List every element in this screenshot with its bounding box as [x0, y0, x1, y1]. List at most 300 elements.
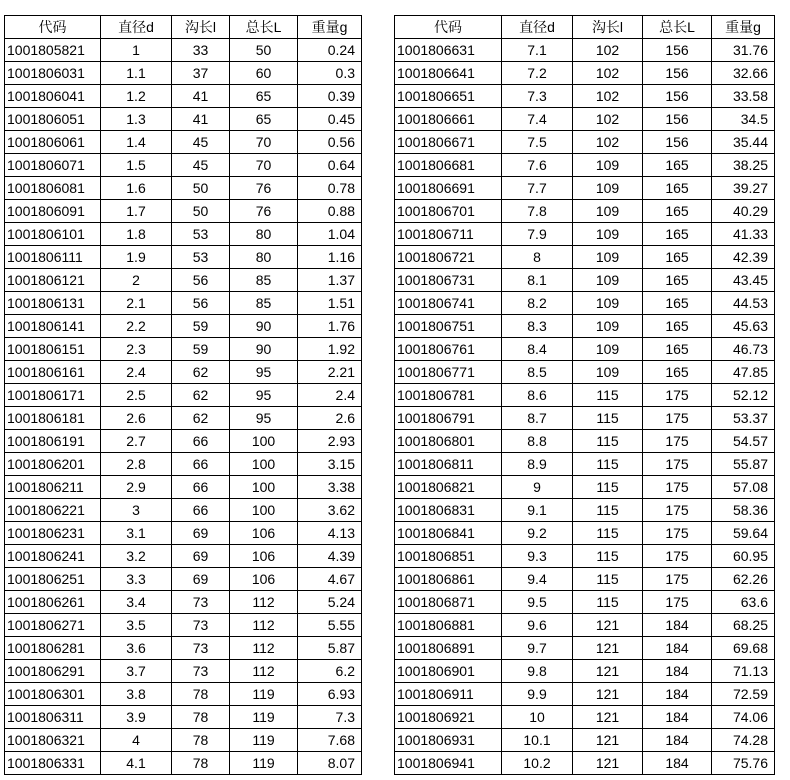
flute-length-cell: 115 — [573, 522, 643, 545]
total-length-cell: 175 — [643, 453, 712, 476]
code-cell: 1001806031 — [5, 62, 101, 85]
diameter-cell: 9.4 — [502, 568, 573, 591]
table-row — [5, 315, 362, 338]
code-cell: 1001806901 — [395, 660, 502, 683]
table-row — [395, 384, 775, 407]
table-row — [5, 154, 362, 177]
flute-length-cell: 66 — [172, 453, 230, 476]
diameter-cell: 8.4 — [502, 338, 573, 361]
diameter-cell: 3.5 — [101, 614, 172, 637]
table-row — [395, 269, 775, 292]
flute-length-cell: 53 — [172, 223, 230, 246]
total-length-cell: 119 — [230, 683, 298, 706]
table-row — [5, 752, 362, 775]
code-cell: 1001806261 — [5, 591, 101, 614]
code-cell: 1001806931 — [395, 729, 502, 752]
flute-length-cell: 109 — [573, 154, 643, 177]
table-row — [395, 131, 775, 154]
weight-cell: 63.6 — [712, 591, 775, 614]
table-row — [395, 154, 775, 177]
weight-cell: 38.25 — [712, 154, 775, 177]
diameter-cell: 1.4 — [101, 131, 172, 154]
diameter-cell: 7.8 — [502, 200, 573, 223]
header-flute-length: 沟长l — [172, 16, 230, 39]
weight-cell: 2.21 — [298, 361, 362, 384]
flute-length-cell: 78 — [172, 706, 230, 729]
table-row — [5, 706, 362, 729]
table-row — [395, 200, 775, 223]
weight-cell: 5.24 — [298, 591, 362, 614]
flute-length-cell: 109 — [573, 246, 643, 269]
flute-length-cell: 62 — [172, 361, 230, 384]
code-cell: 1001806841 — [395, 522, 502, 545]
total-length-cell: 175 — [643, 522, 712, 545]
table-row — [395, 660, 775, 683]
diameter-cell: 8.5 — [502, 361, 573, 384]
flute-length-cell: 69 — [172, 522, 230, 545]
code-cell: 1001806631 — [395, 39, 502, 62]
table-row — [5, 499, 362, 522]
weight-cell: 6.93 — [298, 683, 362, 706]
total-length-cell: 165 — [643, 223, 712, 246]
weight-cell: 54.57 — [712, 430, 775, 453]
table-row — [395, 430, 775, 453]
total-length-cell: 100 — [230, 430, 298, 453]
total-length-cell: 70 — [230, 154, 298, 177]
weight-cell: 52.12 — [712, 384, 775, 407]
weight-cell: 0.88 — [298, 200, 362, 223]
table-row — [395, 476, 775, 499]
weight-cell: 6.2 — [298, 660, 362, 683]
code-cell: 1001806071 — [5, 154, 101, 177]
total-length-cell: 90 — [230, 315, 298, 338]
total-length-cell: 85 — [230, 269, 298, 292]
code-cell: 1001806941 — [395, 752, 502, 775]
flute-length-cell: 73 — [172, 660, 230, 683]
code-cell: 1001806041 — [5, 85, 101, 108]
code-cell: 1001806851 — [395, 545, 502, 568]
header-weight: 重量g — [712, 16, 775, 39]
code-cell: 1001806191 — [5, 430, 101, 453]
flute-length-cell: 115 — [573, 499, 643, 522]
code-cell: 1001806151 — [5, 338, 101, 361]
diameter-cell: 1.9 — [101, 246, 172, 269]
code-cell: 1001806091 — [5, 200, 101, 223]
code-cell: 1001806051 — [5, 108, 101, 131]
code-cell: 1001806241 — [5, 545, 101, 568]
table-row — [5, 568, 362, 591]
code-cell: 1001805821 — [5, 39, 101, 62]
flute-length-cell: 115 — [573, 453, 643, 476]
code-cell: 1001806911 — [395, 683, 502, 706]
code-cell: 1001806821 — [395, 476, 502, 499]
code-cell: 1001806761 — [395, 338, 502, 361]
diameter-cell: 1.7 — [101, 200, 172, 223]
total-length-cell: 156 — [643, 85, 712, 108]
diameter-cell: 4.1 — [101, 752, 172, 775]
weight-cell: 53.37 — [712, 407, 775, 430]
flute-length-cell: 115 — [573, 407, 643, 430]
diameter-cell: 4 — [101, 729, 172, 752]
flute-length-cell: 109 — [573, 292, 643, 315]
weight-cell: 1.51 — [298, 292, 362, 315]
code-cell: 1001806141 — [5, 315, 101, 338]
total-length-cell: 156 — [643, 108, 712, 131]
diameter-cell: 9 — [502, 476, 573, 499]
weight-cell: 7.3 — [298, 706, 362, 729]
diameter-cell: 1.5 — [101, 154, 172, 177]
total-length-cell: 184 — [643, 614, 712, 637]
flute-length-cell: 45 — [172, 154, 230, 177]
code-cell: 1001806211 — [5, 476, 101, 499]
total-length-cell: 76 — [230, 177, 298, 200]
table-row — [395, 292, 775, 315]
flute-length-cell: 102 — [573, 85, 643, 108]
total-length-cell: 156 — [643, 131, 712, 154]
weight-cell: 74.06 — [712, 706, 775, 729]
header-diameter: 直径d — [502, 16, 573, 39]
code-cell: 1001806651 — [395, 85, 502, 108]
diameter-cell: 2.7 — [101, 430, 172, 453]
weight-cell: 4.13 — [298, 522, 362, 545]
table-row — [5, 522, 362, 545]
table-row — [5, 637, 362, 660]
diameter-cell: 2.6 — [101, 407, 172, 430]
total-length-cell: 184 — [643, 637, 712, 660]
diameter-cell: 3 — [101, 499, 172, 522]
diameter-cell: 3.4 — [101, 591, 172, 614]
diameter-cell: 8.8 — [502, 430, 573, 453]
flute-length-cell: 41 — [172, 85, 230, 108]
total-length-cell: 95 — [230, 384, 298, 407]
total-length-cell: 60 — [230, 62, 298, 85]
code-cell: 1001806321 — [5, 729, 101, 752]
code-cell: 1001806691 — [395, 177, 502, 200]
total-length-cell: 165 — [643, 269, 712, 292]
weight-cell: 5.87 — [298, 637, 362, 660]
weight-cell: 3.62 — [298, 499, 362, 522]
code-cell: 1001806271 — [5, 614, 101, 637]
header-row — [5, 16, 362, 39]
table-row — [395, 177, 775, 200]
flute-length-cell: 41 — [172, 108, 230, 131]
total-length-cell: 175 — [643, 568, 712, 591]
table-row — [395, 39, 775, 62]
table-row — [5, 200, 362, 223]
table-row — [5, 177, 362, 200]
flute-length-cell: 66 — [172, 476, 230, 499]
diameter-cell: 1.3 — [101, 108, 172, 131]
weight-cell: 5.55 — [298, 614, 362, 637]
spec-table-right — [394, 15, 775, 775]
total-length-cell: 100 — [230, 453, 298, 476]
code-cell: 1001806801 — [395, 430, 502, 453]
diameter-cell: 1.1 — [101, 62, 172, 85]
weight-cell: 69.68 — [712, 637, 775, 660]
code-cell: 1001806181 — [5, 407, 101, 430]
flute-length-cell: 115 — [573, 545, 643, 568]
total-length-cell: 175 — [643, 407, 712, 430]
weight-cell: 4.39 — [298, 545, 362, 568]
total-length-cell: 175 — [643, 476, 712, 499]
weight-cell: 2.93 — [298, 430, 362, 453]
weight-cell: 35.44 — [712, 131, 775, 154]
total-length-cell: 65 — [230, 108, 298, 131]
table-row — [395, 729, 775, 752]
flute-length-cell: 59 — [172, 338, 230, 361]
total-length-cell: 80 — [230, 223, 298, 246]
table-row — [5, 108, 362, 131]
flute-length-cell: 66 — [172, 499, 230, 522]
flute-length-cell: 50 — [172, 177, 230, 200]
table-row — [395, 315, 775, 338]
table-row — [395, 568, 775, 591]
table-row — [395, 223, 775, 246]
flute-length-cell: 121 — [573, 706, 643, 729]
table-row — [5, 683, 362, 706]
flute-length-cell: 62 — [172, 407, 230, 430]
header-diameter: 直径d — [101, 16, 172, 39]
weight-cell: 47.85 — [712, 361, 775, 384]
total-length-cell: 165 — [643, 315, 712, 338]
diameter-cell: 1 — [101, 39, 172, 62]
spec-table-left — [4, 15, 362, 775]
diameter-cell: 9.3 — [502, 545, 573, 568]
table-row — [395, 62, 775, 85]
total-length-cell: 85 — [230, 292, 298, 315]
flute-length-cell: 45 — [172, 131, 230, 154]
flute-length-cell: 115 — [573, 568, 643, 591]
total-length-cell: 165 — [643, 200, 712, 223]
code-cell: 1001806871 — [395, 591, 502, 614]
total-length-cell: 50 — [230, 39, 298, 62]
weight-cell: 0.78 — [298, 177, 362, 200]
flute-length-cell: 59 — [172, 315, 230, 338]
table-row — [5, 62, 362, 85]
total-length-cell: 100 — [230, 499, 298, 522]
flute-length-cell: 33 — [172, 39, 230, 62]
diameter-cell: 9.1 — [502, 499, 573, 522]
table-row — [395, 706, 775, 729]
diameter-cell: 2.3 — [101, 338, 172, 361]
code-cell: 1001806641 — [395, 62, 502, 85]
diameter-cell: 1.6 — [101, 177, 172, 200]
total-length-cell: 165 — [643, 292, 712, 315]
diameter-cell: 1.2 — [101, 85, 172, 108]
code-cell: 1001806731 — [395, 269, 502, 292]
diameter-cell: 1.8 — [101, 223, 172, 246]
table-row — [5, 614, 362, 637]
weight-cell: 41.33 — [712, 223, 775, 246]
weight-cell: 75.76 — [712, 752, 775, 775]
code-cell: 1001806751 — [395, 315, 502, 338]
diameter-cell: 8 — [502, 246, 573, 269]
weight-cell: 1.16 — [298, 246, 362, 269]
table-row — [5, 453, 362, 476]
code-cell: 1001806131 — [5, 292, 101, 315]
table-row — [395, 407, 775, 430]
weight-cell: 3.15 — [298, 453, 362, 476]
code-cell: 1001806281 — [5, 637, 101, 660]
flute-length-cell: 66 — [172, 430, 230, 453]
flute-length-cell: 53 — [172, 246, 230, 269]
diameter-cell: 2 — [101, 269, 172, 292]
weight-cell: 58.36 — [712, 499, 775, 522]
code-cell: 1001806301 — [5, 683, 101, 706]
code-cell: 1001806741 — [395, 292, 502, 315]
flute-length-cell: 109 — [573, 223, 643, 246]
code-cell: 1001806791 — [395, 407, 502, 430]
flute-length-cell: 62 — [172, 384, 230, 407]
total-length-cell: 76 — [230, 200, 298, 223]
weight-cell: 1.92 — [298, 338, 362, 361]
code-cell: 1001806811 — [395, 453, 502, 476]
flute-length-cell: 121 — [573, 614, 643, 637]
weight-cell: 57.08 — [712, 476, 775, 499]
total-length-cell: 165 — [643, 246, 712, 269]
flute-length-cell: 115 — [573, 591, 643, 614]
weight-cell: 2.6 — [298, 407, 362, 430]
header-total-length: 总长L — [230, 16, 298, 39]
weight-cell: 60.95 — [712, 545, 775, 568]
diameter-cell: 9.9 — [502, 683, 573, 706]
table-row — [5, 729, 362, 752]
diameter-cell: 9.5 — [502, 591, 573, 614]
diameter-cell: 10 — [502, 706, 573, 729]
flute-length-cell: 56 — [172, 269, 230, 292]
total-length-cell: 156 — [643, 62, 712, 85]
diameter-cell: 2.5 — [101, 384, 172, 407]
weight-cell: 0.56 — [298, 131, 362, 154]
table-row — [5, 545, 362, 568]
flute-length-cell: 115 — [573, 384, 643, 407]
total-length-cell: 184 — [643, 729, 712, 752]
table-row — [5, 269, 362, 292]
flute-length-cell: 102 — [573, 62, 643, 85]
weight-cell: 45.63 — [712, 315, 775, 338]
table-row — [5, 39, 362, 62]
flute-length-cell: 115 — [573, 476, 643, 499]
diameter-cell: 10.1 — [502, 729, 573, 752]
total-length-cell: 165 — [643, 361, 712, 384]
table-row — [395, 108, 775, 131]
table-row — [395, 591, 775, 614]
total-length-cell: 175 — [643, 591, 712, 614]
flute-length-cell: 121 — [573, 683, 643, 706]
code-cell: 1001806701 — [395, 200, 502, 223]
table-row — [395, 683, 775, 706]
weight-cell: 72.59 — [712, 683, 775, 706]
table-row — [395, 637, 775, 660]
flute-length-cell: 69 — [172, 545, 230, 568]
weight-cell: 74.28 — [712, 729, 775, 752]
weight-cell: 31.76 — [712, 39, 775, 62]
weight-cell: 0.64 — [298, 154, 362, 177]
code-cell: 1001806671 — [395, 131, 502, 154]
table-row — [395, 85, 775, 108]
diameter-cell: 2.8 — [101, 453, 172, 476]
code-cell: 1001806681 — [395, 154, 502, 177]
diameter-cell: 8.9 — [502, 453, 573, 476]
code-cell: 1001806711 — [395, 223, 502, 246]
total-length-cell: 165 — [643, 154, 712, 177]
total-length-cell: 165 — [643, 338, 712, 361]
total-length-cell: 119 — [230, 729, 298, 752]
weight-cell: 3.38 — [298, 476, 362, 499]
header-row — [395, 16, 775, 39]
code-cell: 1001806721 — [395, 246, 502, 269]
table-row — [5, 407, 362, 430]
total-length-cell: 95 — [230, 407, 298, 430]
code-cell: 1001806171 — [5, 384, 101, 407]
weight-cell: 42.39 — [712, 246, 775, 269]
flute-length-cell: 109 — [573, 269, 643, 292]
total-length-cell: 80 — [230, 246, 298, 269]
weight-cell: 39.27 — [712, 177, 775, 200]
total-length-cell: 184 — [643, 752, 712, 775]
code-cell: 1001806101 — [5, 223, 101, 246]
weight-cell: 4.67 — [298, 568, 362, 591]
diameter-cell: 3.6 — [101, 637, 172, 660]
total-length-cell: 184 — [643, 706, 712, 729]
header-code: 代码 — [5, 16, 101, 39]
flute-length-cell: 102 — [573, 39, 643, 62]
table-row — [5, 384, 362, 407]
weight-cell: 46.73 — [712, 338, 775, 361]
flute-length-cell: 102 — [573, 131, 643, 154]
weight-cell: 44.53 — [712, 292, 775, 315]
diameter-cell: 3.7 — [101, 660, 172, 683]
flute-length-cell: 121 — [573, 637, 643, 660]
total-length-cell: 175 — [643, 545, 712, 568]
code-cell: 1001806831 — [395, 499, 502, 522]
code-cell: 1001806921 — [395, 706, 502, 729]
diameter-cell: 2.4 — [101, 361, 172, 384]
total-length-cell: 95 — [230, 361, 298, 384]
weight-cell: 34.5 — [712, 108, 775, 131]
table-row — [5, 430, 362, 453]
diameter-cell: 3.2 — [101, 545, 172, 568]
total-length-cell: 100 — [230, 476, 298, 499]
weight-cell: 40.29 — [712, 200, 775, 223]
weight-cell: 32.66 — [712, 62, 775, 85]
table-row — [5, 361, 362, 384]
code-cell: 1001806771 — [395, 361, 502, 384]
weight-cell: 2.4 — [298, 384, 362, 407]
weight-cell: 59.64 — [712, 522, 775, 545]
table-row — [395, 338, 775, 361]
diameter-cell: 3.1 — [101, 522, 172, 545]
weight-cell: 1.76 — [298, 315, 362, 338]
code-cell: 1001806221 — [5, 499, 101, 522]
weight-cell: 43.45 — [712, 269, 775, 292]
flute-length-cell: 78 — [172, 729, 230, 752]
code-cell: 1001806121 — [5, 269, 101, 292]
diameter-cell: 3.3 — [101, 568, 172, 591]
table-row — [5, 85, 362, 108]
weight-cell: 71.13 — [712, 660, 775, 683]
diameter-cell: 7.3 — [502, 85, 573, 108]
code-cell: 1001806331 — [5, 752, 101, 775]
diameter-cell: 7.4 — [502, 108, 573, 131]
diameter-cell: 2.1 — [101, 292, 172, 315]
table-row — [395, 522, 775, 545]
code-cell: 1001806661 — [395, 108, 502, 131]
total-length-cell: 119 — [230, 706, 298, 729]
weight-cell: 1.37 — [298, 269, 362, 292]
weight-cell: 7.68 — [298, 729, 362, 752]
diameter-cell: 8.7 — [502, 407, 573, 430]
